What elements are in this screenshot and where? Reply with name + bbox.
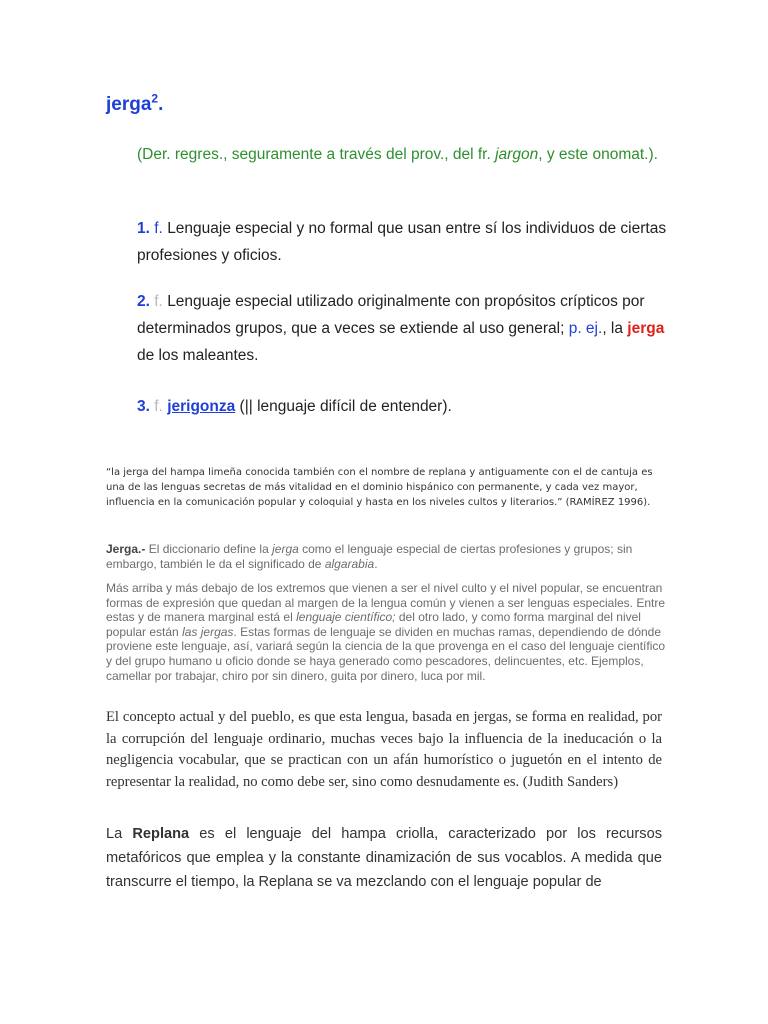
sense-text: , la — [602, 320, 628, 337]
sense-2 — [137, 288, 677, 369]
paragraph-text: del otro lado, y como forma marginal del nivel popular están — [106, 610, 641, 639]
paragraph-text: como el lenguaje especial de ciertas profesiones y grupos; sin embargo, también le da el significado de — [106, 542, 633, 571]
paragraph-text: La — [106, 826, 133, 842]
etymology-text-a: (Der. regres., seguramente a través del prov., del fr. — [137, 146, 496, 163]
replana-paragraph — [106, 822, 662, 894]
sense-1 — [137, 215, 677, 269]
paragraph-italic: algarabia — [324, 556, 375, 571]
paragraph-italic: lenguaje científico; — [296, 610, 396, 625]
sense-number: 3. — [137, 398, 150, 415]
highlighted-word: jerga — [627, 320, 665, 337]
paragraph-italic: jerga — [272, 542, 299, 556]
sense-text: Lenguaje especial utilizado originalmente con propósitos crípticos por determinados grupos, que a veces se extiende al uso general; — [137, 293, 645, 337]
paragraph-bold: Replana — [132, 826, 190, 842]
entry-headword — [106, 91, 164, 116]
sense-number: 2. — [137, 293, 150, 310]
language-levels-paragraph — [106, 581, 666, 683]
etymology — [137, 141, 677, 168]
jerigonza-link[interactable]: jerigonza — [167, 398, 236, 415]
sense-text: Lenguaje especial y no formal que usan entre sí los individuos de ciertas profesiones y oficios. — [137, 220, 667, 264]
headword-period: . — [158, 94, 164, 115]
paragraph-lead: Jerga.- — [106, 542, 146, 556]
sense-abbr: f. — [154, 293, 163, 310]
sense-text: de los maleantes. — [137, 347, 259, 364]
sense-3 — [137, 393, 677, 420]
sense-text: (|| lenguaje difícil de entender). — [239, 398, 452, 415]
headword-text: jerga — [106, 94, 152, 115]
paragraph-text: El diccionario define la — [145, 542, 273, 556]
sense-abbr: f. — [154, 398, 163, 415]
example-abbr: p. ej. — [568, 320, 603, 337]
etymology-text-b: , y este onomat.). — [538, 146, 658, 163]
quote-block: “la jerga del hampa limeña conocida también con el nombre de replana y antiguamente con el de cantuja es una de las lenguas secretas de más vitalidad en el dominio hispánico con permanente, y cada vez mayor, influencia en la comunicación popular y coloquial y hasta en los niveles cultos y literarios.” (RAMÍREZ 1996). — [106, 467, 653, 509]
sense-number: 1. — [137, 220, 150, 237]
sense-abbr: f. — [154, 220, 163, 237]
paragraph-text: . Estas formas de lenguaje se dividen en muchas ramas, dependiendo de dónde proviene este lenguaje, así, variará según la ciencia de la que provenga en el caso del lenguaje científico y del grupo humano u oficio donde se haya generado como pescadores, delincuentes, etc. Ejemplos, camellar por trabajar, chiro por sin dinero, guita por dinero, luca por mil. — [106, 624, 666, 683]
etymology-italic: jargon — [495, 146, 539, 163]
concept-paragraph: El concepto actual y del pueblo, es que esta lengua, basada en jergas, se forma en realidad, por la corrupción del lenguaje ordinario, muchas veces bajo la influencia de la ineducación o la negligencia vocabular, que se practican con un afán humorístico o juguetón en el intento de representar la realidad, no como debe ser, sino como desnudamente es. (Judith Sanders) — [106, 709, 662, 790]
paragraph-text: es el lenguaje del hampa criolla, caracterizado por los recursos metafóricos que emplea y la constante dinamización de sus vocablos. A medida que transcurre el tiempo, la Replana se va mezclando con el lenguaje popular de — [106, 826, 662, 890]
paragraph-italic: las jergas — [182, 624, 234, 639]
paragraph-text: . — [374, 556, 378, 571]
jerga-definition-paragraph — [106, 542, 666, 571]
paragraph-text: Más arriba y más debajo de los extremos que vienen a ser el nivel culto y el nivel popular, se encuentran formas de expresión que quedan al margen de la lengua común y vienen a ser lenguas especiales. Entre estas y de manera marginal está el — [106, 581, 666, 625]
headword-superscript: 2 — [151, 91, 159, 106]
